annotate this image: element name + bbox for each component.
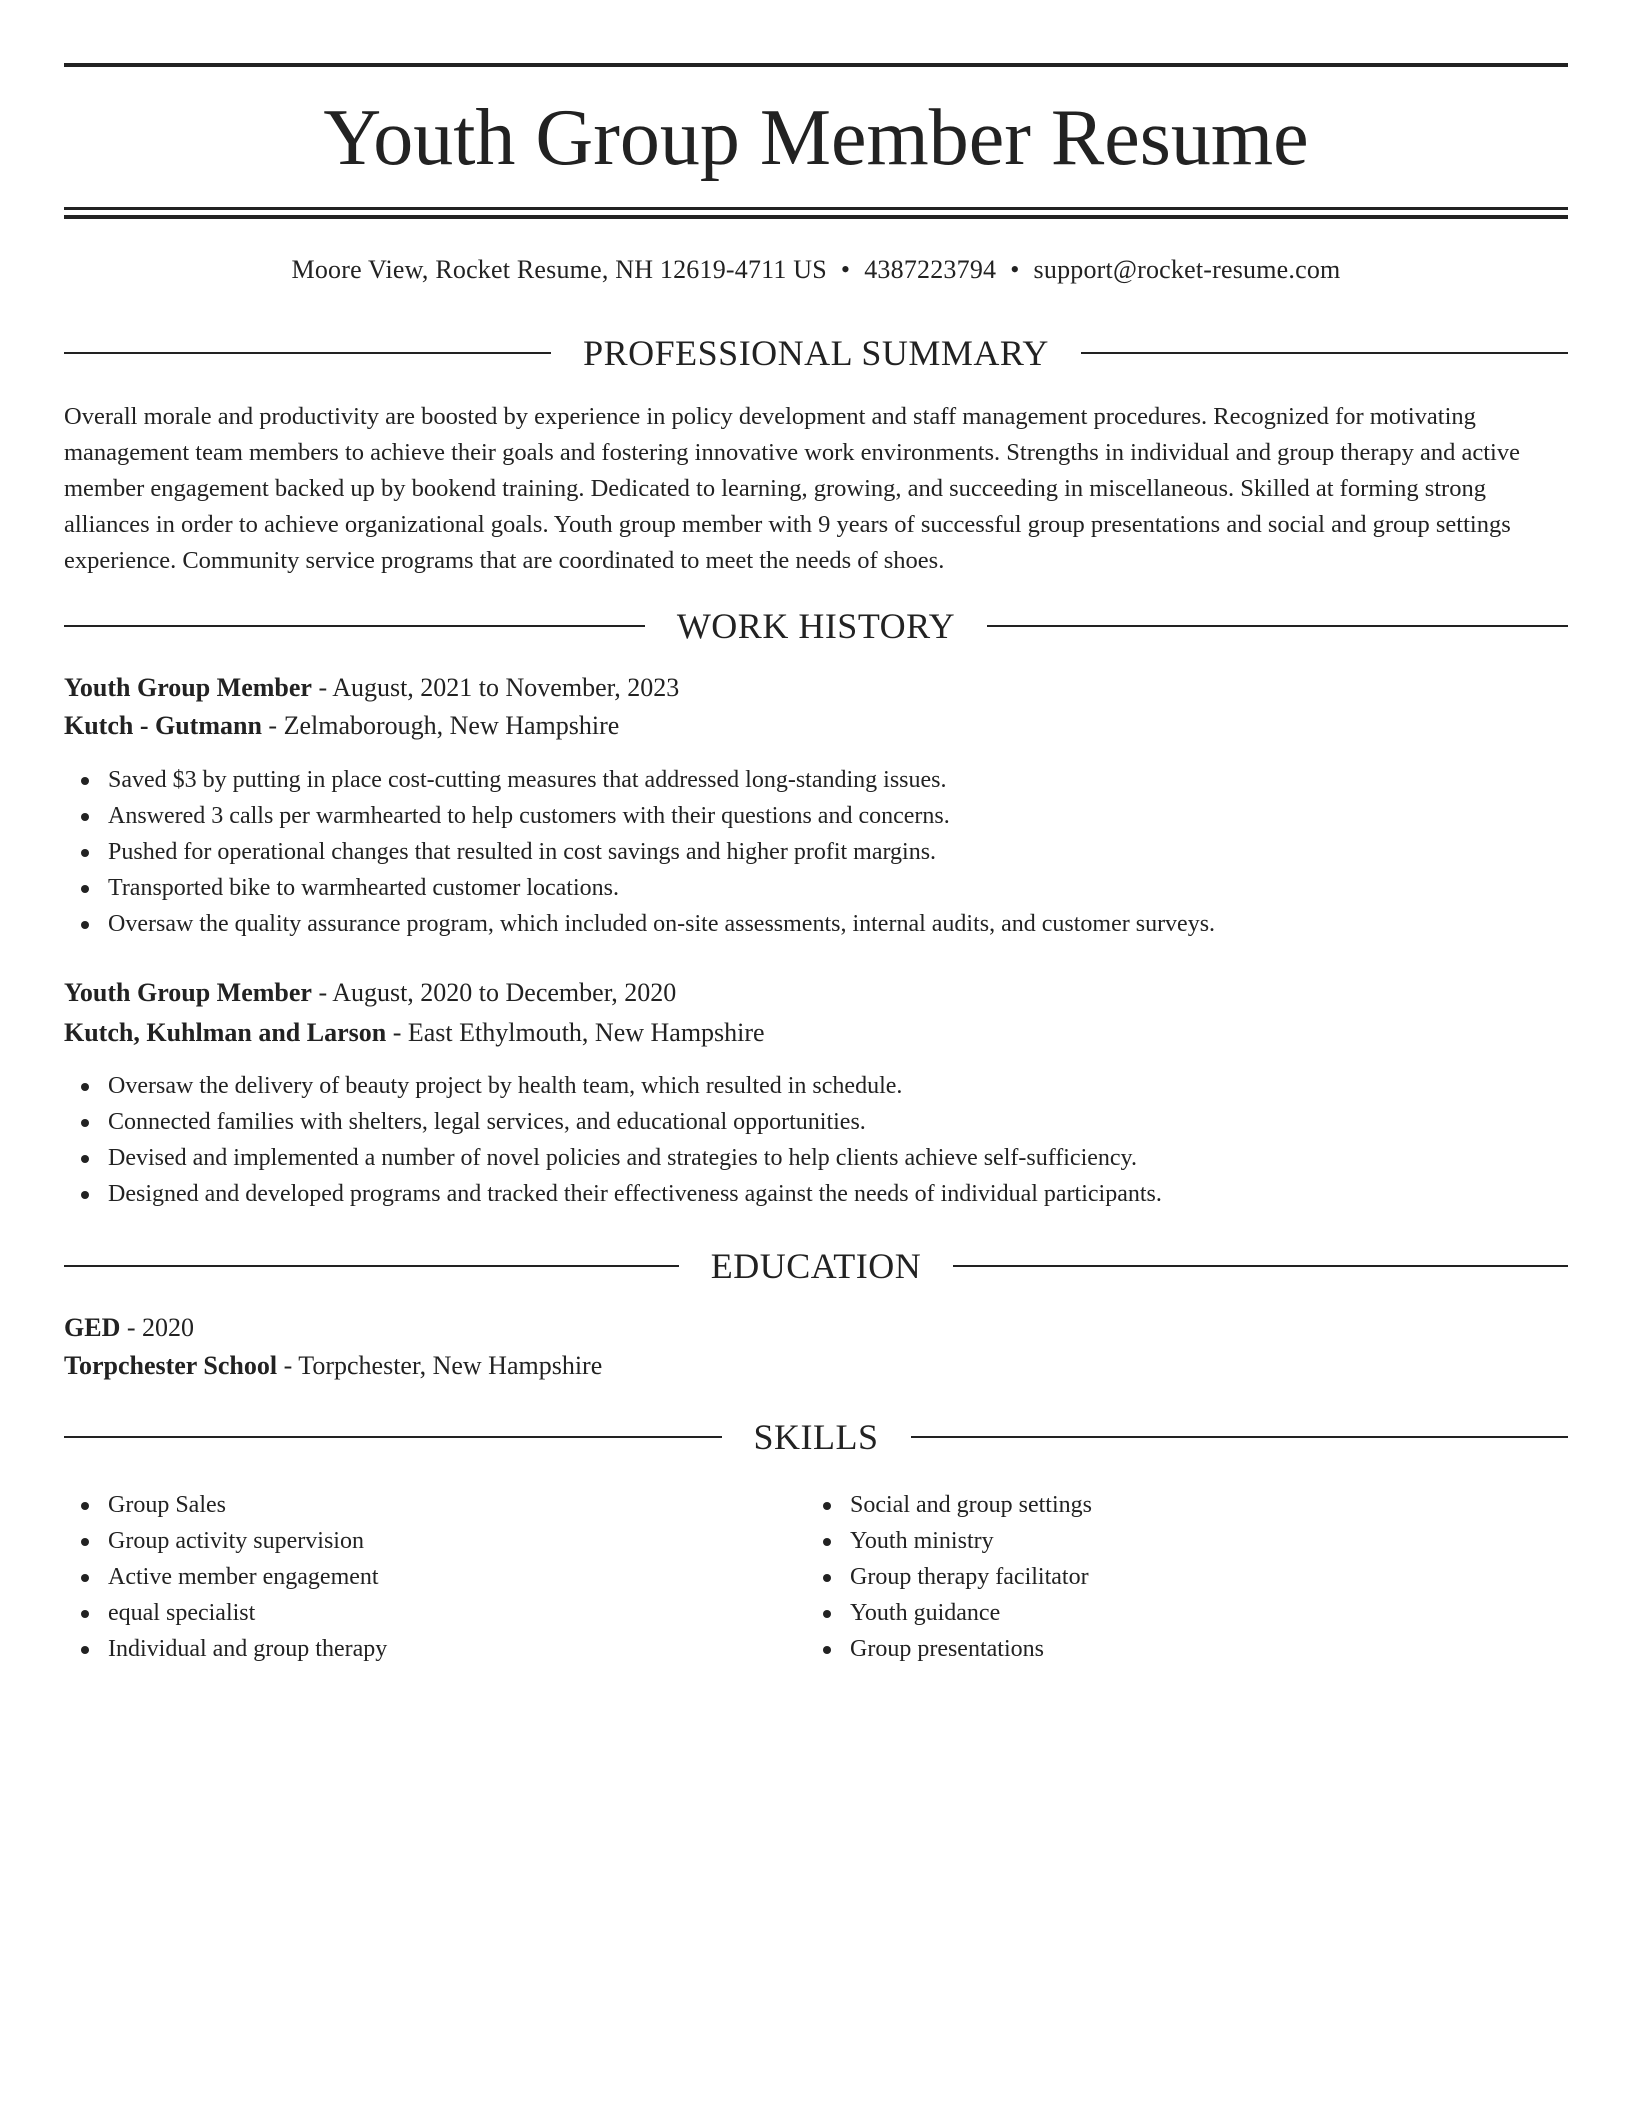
job-bullets [64,1068,1568,1212]
section-heading-summary [64,331,1568,375]
heading-rule-right [953,1265,1568,1267]
list-item: Designed and developed programs and tracked their effectiveness against the needs of individual participants. [64,1176,1568,1212]
list-item: Devised and implemented a number of novel policies and strategies to help clients achieve self-sufficiency. [64,1140,1568,1176]
skills-list-left [64,1487,764,1667]
education-school: Torpchester School [64,1351,278,1380]
job-location: - Zelmaborough, New Hampshire [261,711,620,740]
section-title: PROFESSIONAL SUMMARY [583,333,1049,373]
education-degree: GED [64,1313,121,1342]
list-item: Pushed for operational changes that resulted in cost savings and higher profit margins. [64,834,1568,870]
job-company: Kutch, Kuhlman and Larson [64,1018,387,1047]
section-heading-skills [64,1415,1568,1459]
skill-item: Group therapy facilitator [806,1559,1506,1595]
education-year: - 2020 [120,1313,195,1342]
heading-rule-right [911,1436,1569,1438]
title-rule-thick [64,215,1568,219]
job-title: Youth Group Member [64,673,312,702]
job-title-line [64,670,1568,706]
section-title: WORK HISTORY [676,606,956,646]
section-title: EDUCATION [710,1246,922,1286]
contact-address: Moore View, Rocket Resume, NH 12619-4711 US [291,255,827,284]
summary-text: Overall morale and productivity are boosted by experience in policy development and staff management procedures. Recognized for motivating management team members to achieve their goals and fostering innovative work environments. Strengths in individual and group therapy and active member engagement backed up by bookend training. Dedicated to learning, growing, and succeeding in miscellaneous. Skilled at forming strong alliances in order to achieve organizational goals. Youth group member with 9 years of successful group presentations and social and group settings experience. Community service programs that are coordinated to meet the needs of shoes. [64,403,1520,574]
job-bullets [64,762,1568,942]
title-rule-thin [64,207,1568,210]
section-title: SKILLS [753,1417,879,1457]
job-company-line [64,1015,1568,1051]
heading-rule-right [987,625,1568,627]
contact-separator: • [840,255,851,284]
job-title: Youth Group Member [64,978,312,1007]
section-heading-work-history [64,604,1568,648]
job-company: Kutch - Gutmann [64,711,262,740]
education-school-line [64,1348,1568,1384]
contact-email: support@rocket-resume.com [1033,255,1341,284]
top-rule [64,63,1568,67]
skill-item: Youth guidance [806,1595,1506,1631]
list-item: Oversaw the delivery of beauty project by health team, which resulted in schedule. [64,1068,1568,1104]
skill-item: Individual and group therapy [64,1631,764,1667]
contact-phone: 4387223794 [864,255,997,284]
skill-item: Active member engagement [64,1559,764,1595]
section-heading-education [64,1244,1568,1288]
heading-rule-right [1081,352,1568,354]
skill-item: Group presentations [806,1631,1506,1667]
heading-rule-left [64,1436,722,1438]
contact-separator: • [1010,255,1020,284]
job-location: - East Ethylmouth, New Hampshire [386,1018,765,1047]
skill-item: Youth ministry [806,1523,1506,1559]
education-location: - Torpchester, New Hampshire [277,1351,603,1380]
list-item: Transported bike to warmhearted customer locations. [64,870,1568,906]
skill-item: equal specialist [64,1595,764,1631]
heading-rule-left [64,352,551,354]
skills-list-right [806,1487,1506,1667]
resume-title: Youth Group Member Resume [323,94,1309,182]
job-company-line [64,708,1568,744]
job-title-line [64,975,1568,1011]
list-item: Oversaw the quality assurance program, which included on-site assessments, internal audits, and customer surveys. [64,906,1568,942]
list-item: Connected families with shelters, legal services, and educational opportunities. [64,1104,1568,1140]
skill-item: Social and group settings [806,1487,1506,1523]
job-dates: - August, 2021 to November, 2023 [311,673,680,702]
contact-line [64,252,1568,288]
list-item: Saved $3 by putting in place cost-cutting measures that addressed long-standing issues. [64,762,1568,798]
job-dates: - August, 2020 to December, 2020 [311,978,677,1007]
education-degree-line [64,1310,1568,1346]
heading-rule-left [64,625,645,627]
skill-item: Group Sales [64,1487,764,1523]
list-item: Answered 3 calls per warmhearted to help customers with their questions and concerns. [64,798,1568,834]
heading-rule-left [64,1265,679,1267]
skill-item: Group activity supervision [64,1523,764,1559]
